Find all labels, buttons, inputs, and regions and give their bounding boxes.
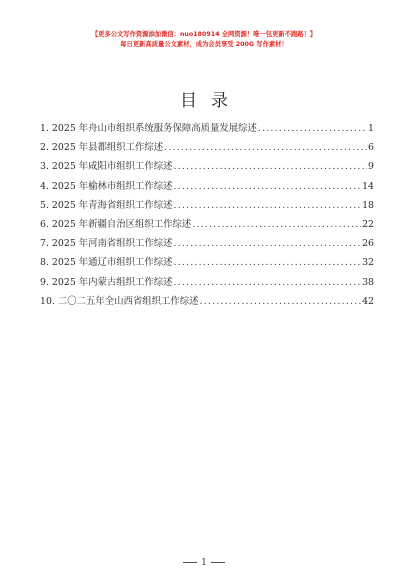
toc-leader-dots	[174, 200, 362, 211]
toc-entry[interactable]	[40, 120, 374, 139]
toc-entry-page-number: 9	[368, 161, 374, 173]
toc-leader-dots	[174, 277, 362, 288]
toc-entry-page-number: 32	[362, 257, 374, 269]
toc-leader-dots	[174, 161, 368, 172]
toc-entry[interactable]	[40, 254, 374, 273]
toc-entry[interactable]	[40, 178, 374, 197]
toc-entry-title: 7. 2025 年河南省组织工作综述	[40, 238, 173, 250]
toc-leader-dots	[258, 123, 367, 134]
toc-entry-title: 2. 2025 年县都组织工作综述	[40, 142, 164, 154]
toc-leader-dots	[174, 181, 362, 192]
footer-dash-right	[211, 562, 225, 563]
toc-entry-page-number: 22	[362, 218, 374, 230]
toc-entry-title: 4. 2025 年榆林市组织工作综述	[40, 180, 173, 192]
toc-entry-page-number: 38	[362, 276, 374, 288]
toc-entry-title: 10. 二〇二五年全山西省组织工作综述	[40, 295, 199, 307]
promo-banner	[0, 30, 408, 50]
toc-entry[interactable]	[40, 158, 374, 177]
toc-leader-dots	[192, 219, 361, 230]
toc-leader-dots	[200, 296, 362, 307]
footer-page-number: 1	[201, 558, 207, 568]
toc-entry-page-number: 42	[362, 295, 374, 307]
toc-entry[interactable]	[40, 197, 374, 216]
toc-entry-page-number: 26	[362, 238, 374, 250]
toc-entry-page-number: 6	[368, 142, 374, 154]
toc-leader-dots	[164, 142, 367, 153]
toc-entry[interactable]	[40, 293, 374, 312]
toc-entry-page-number: 1	[368, 123, 374, 134]
footer-dash-left	[183, 562, 197, 563]
toc-entry[interactable]	[40, 235, 374, 254]
promo-banner-line-1: 【更多公文写作资源添加微信：nuo180914 全网资源！唯一包更新不跑路！】	[91, 31, 317, 38]
table-of-contents	[40, 120, 374, 312]
toc-leader-dots	[174, 238, 362, 249]
toc-entry-page-number: 18	[362, 199, 374, 211]
toc-entry-title: 1. 2025 年舟山市组织系统服务保障高质量发展综述	[40, 123, 257, 134]
page-title: 目录	[180, 91, 242, 111]
toc-entry-title: 9. 2025 年内蒙古组织工作综述	[40, 276, 173, 288]
toc-entry-title: 6. 2025 年新疆自治区组织工作综述	[40, 218, 192, 230]
toc-entry[interactable]	[40, 139, 374, 158]
page-footer	[0, 558, 408, 568]
toc-entry-title: 3. 2025 年咸阳市组织工作综述	[40, 161, 173, 173]
toc-entry[interactable]	[40, 274, 374, 293]
toc-leader-dots	[174, 257, 362, 268]
promo-banner-line-2: 每日更新高质量公文素材，成为会员享受 200G 写作素材！	[120, 41, 288, 48]
toc-entry-page-number: 14	[362, 180, 374, 192]
toc-entry-title: 5. 2025 年青海省组织工作综述	[40, 199, 173, 211]
toc-entry[interactable]	[40, 216, 374, 235]
toc-entry-title: 8. 2025 年通辽市组织工作综述	[40, 257, 173, 269]
